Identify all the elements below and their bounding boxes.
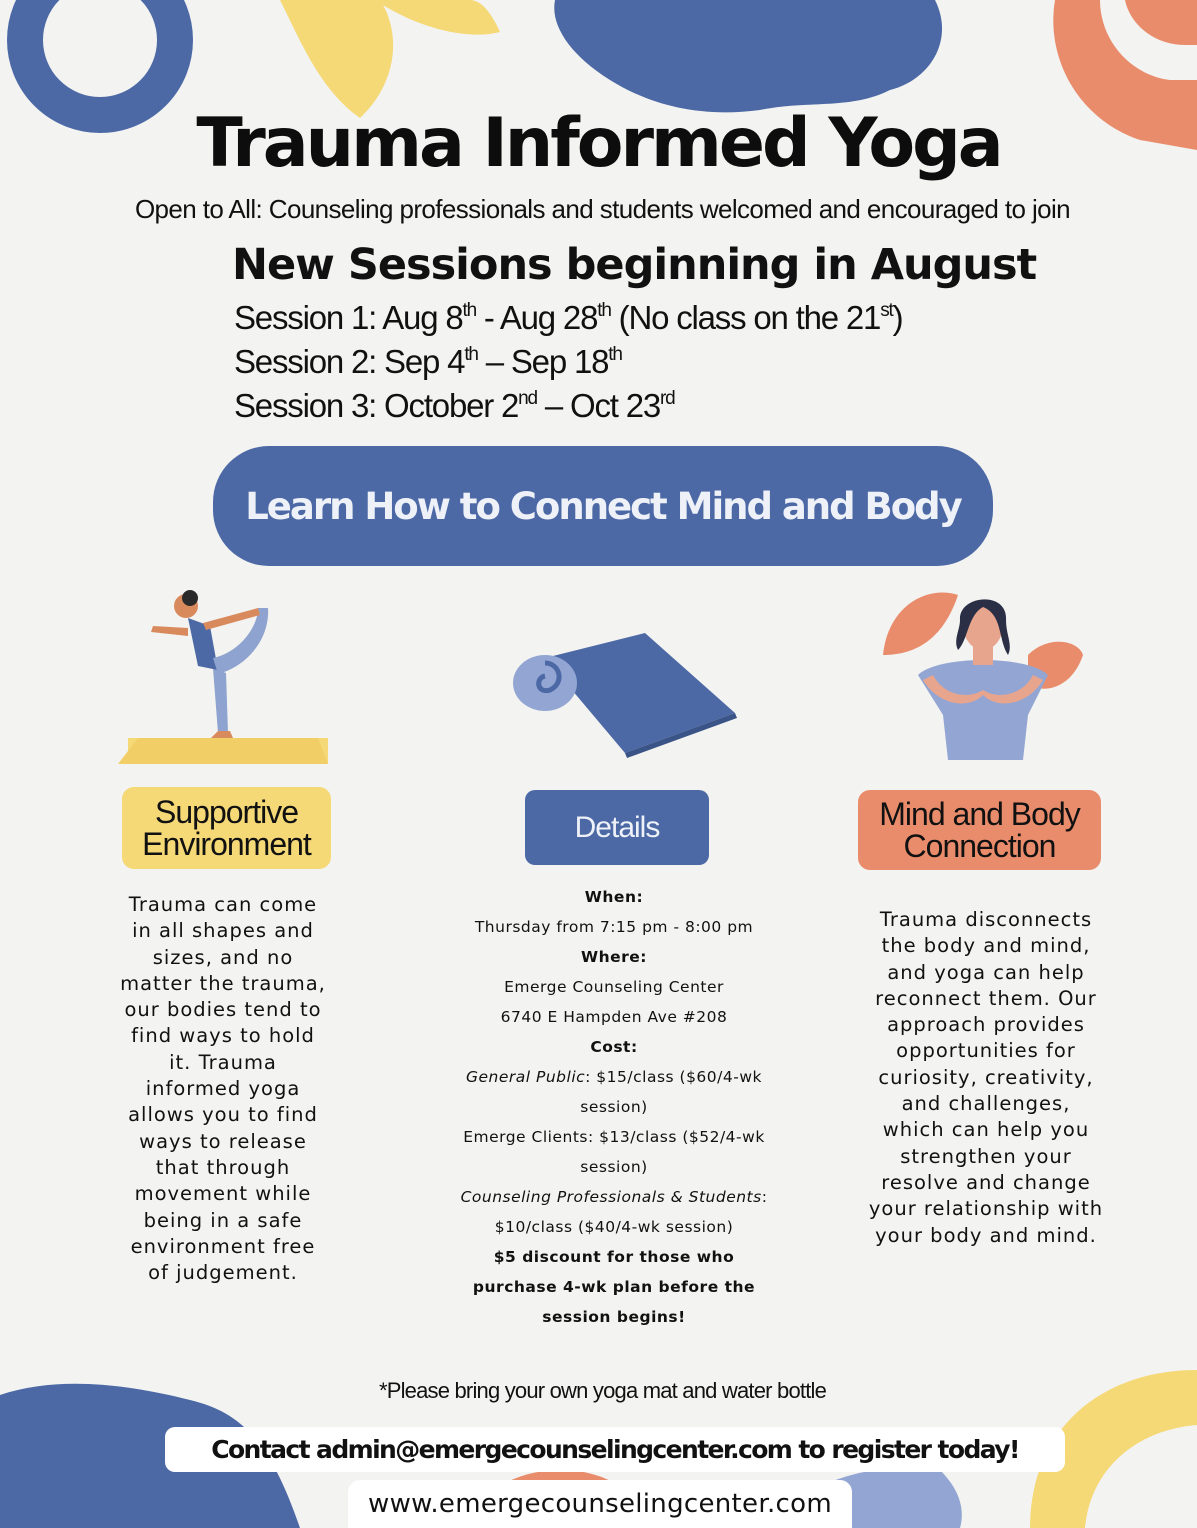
cost-clients: Emerge Clients: $13/class ($52/4-wk session) bbox=[463, 1128, 765, 1176]
yellow-petal-shape-2 bbox=[375, 0, 500, 35]
supportive-environment-pill: Supportive Environment bbox=[122, 787, 331, 869]
where-line-1: Emerge Counseling Center bbox=[504, 978, 724, 996]
discount-text: $5 discount for those who purchase 4-wk plan before the session begins! bbox=[472, 1248, 756, 1326]
where-line-2: 6740 E Hampden Ave #208 bbox=[500, 1008, 728, 1026]
details-pill: Details bbox=[525, 790, 709, 865]
contact-banner[interactable]: Contact admin@emergecounselingcenter.com to register today! bbox=[165, 1427, 1065, 1472]
when-value: Thursday from 7:15 pm - 8:00 pm bbox=[474, 918, 754, 936]
subtitle: Open to All: Counseling professionals and students welcomed and encouraged to join bbox=[134, 194, 1071, 224]
where-label: Where: bbox=[581, 948, 647, 966]
session-3-line: Session 3: October 2nd – Oct 23rd bbox=[234, 387, 675, 424]
mind-body-banner: Learn How to Connect Mind and Body bbox=[213, 446, 993, 566]
when-label: When: bbox=[584, 888, 644, 906]
session-2-line: Session 2: Sep 4th – Sep 18th bbox=[234, 343, 622, 380]
website-link[interactable]: www.emergecounselingcenter.com bbox=[348, 1480, 852, 1528]
page-title: Trauma Informed Yoga bbox=[196, 104, 1001, 183]
heart-hands-woman-illustration bbox=[878, 585, 1088, 765]
cost-label: Cost: bbox=[590, 1038, 638, 1056]
yellow-petal-shape bbox=[280, 0, 393, 118]
supportive-environment-text: Trauma can come in all shapes and sizes, and no matter the trauma, our bodies tend to find ways to hold it. Trauma informed yoga allows you to find ways to release that through movement while being in a safe environment free of judgement. bbox=[120, 893, 326, 1285]
cost-general: General Public: $15/class ($60/4-wk session) bbox=[466, 1068, 762, 1116]
rolled-yoga-mat-illustration bbox=[505, 628, 745, 768]
mind-body-connection-pill: Mind and Body Connection bbox=[858, 790, 1101, 870]
bring-mat-note: *Please bring your own yoga mat and water bottle bbox=[378, 1378, 827, 1403]
sessions-heading: New Sessions beginning in August bbox=[232, 240, 1037, 290]
yoga-pose-illustration bbox=[118, 578, 338, 768]
details-section bbox=[455, 882, 773, 1332]
blue-ring-shape bbox=[25, 0, 175, 115]
blue-blob-shape bbox=[554, 0, 942, 112]
mind-body-connection-text: Trauma disconnects the body and mind, and yoga can help reconnect them. Our approach provides opportunities for curiosity, creativity, and challenges, which can help you strengthen your resolve and change your relationship with your body and mind. bbox=[868, 908, 1104, 1247]
cost-professionals: Counseling Professionals & Students: $10/class ($40/4-wk session) bbox=[460, 1188, 768, 1236]
session-1-line: Session 1: Aug 8th - Aug 28th (No class on the 21st) bbox=[234, 299, 903, 336]
